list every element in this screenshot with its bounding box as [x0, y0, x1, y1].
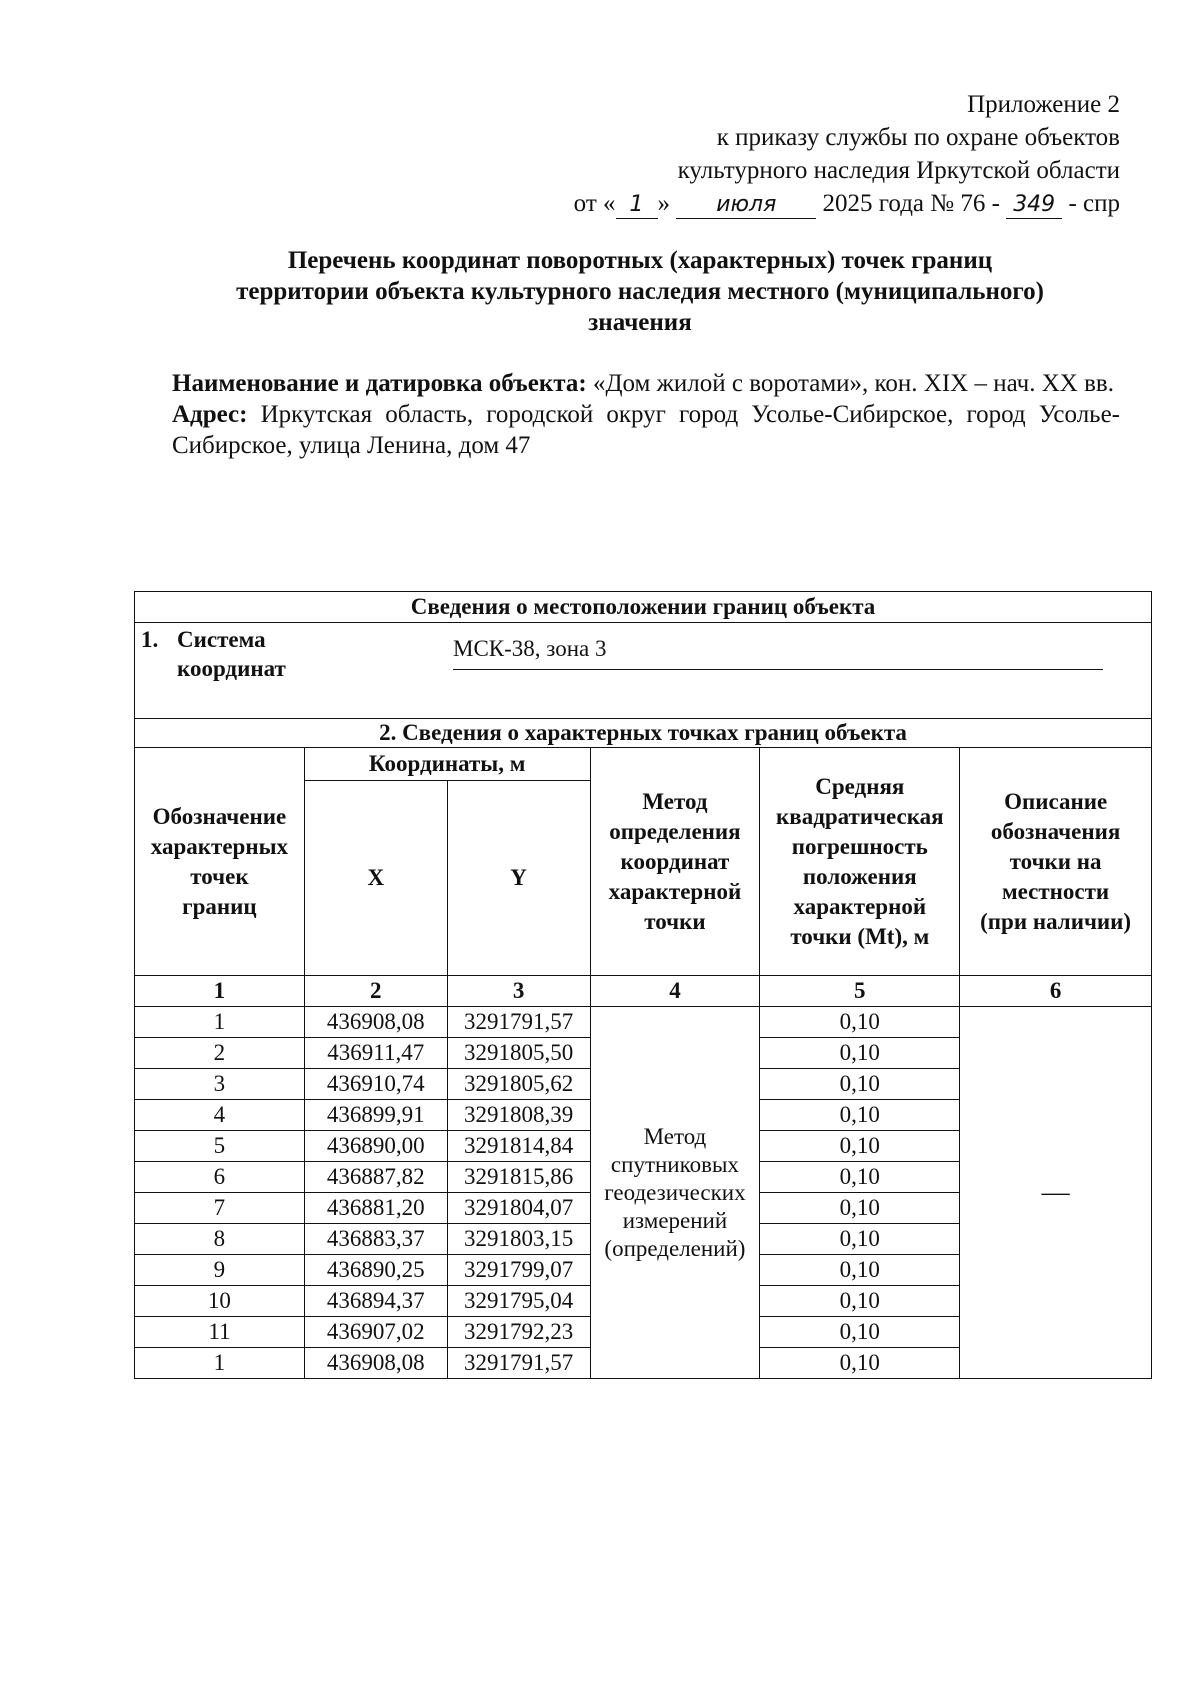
header-mean-error: Средняя квадратическая погрешность положения характерной точки (Mt), м — [760, 748, 960, 976]
coordinate-rows — [135, 1007, 1152, 1379]
mean-error-cell: 0,10 — [760, 1007, 960, 1038]
y-coordinate-cell: 3291808,39 — [447, 1100, 590, 1131]
document-title — [160, 245, 1120, 338]
y-coordinate-cell: 3291805,62 — [447, 1069, 590, 1100]
boundary-table — [134, 591, 1152, 1379]
object-info — [172, 368, 1120, 461]
point-number-cell: 9 — [135, 1255, 305, 1286]
mean-error-cell: 0,10 — [760, 1317, 960, 1348]
mean-error-cell: 0,10 — [760, 1131, 960, 1162]
mean-error-cell: 0,10 — [760, 1224, 960, 1255]
appendix-line-2: к приказу службы по охране объектов — [716, 124, 1120, 151]
mean-error-cell: 0,10 — [760, 1286, 960, 1317]
x-coordinate-cell: 436890,00 — [304, 1131, 447, 1162]
point-number-cell: 1 — [135, 1348, 305, 1379]
y-coordinate-cell: 3291795,04 — [447, 1286, 590, 1317]
mean-error-cell: 0,10 — [760, 1193, 960, 1224]
order-date-line — [500, 187, 1120, 220]
y-coordinate-cell: 3291799,07 — [447, 1255, 590, 1286]
point-number-cell: 10 — [135, 1286, 305, 1317]
y-coordinate-cell: 3291792,23 — [447, 1317, 590, 1348]
mean-error-cell: 0,10 — [760, 1069, 960, 1100]
appendix-number: Приложение 2 — [967, 91, 1120, 118]
order-suffix: - спр — [1068, 190, 1120, 217]
mean-error-cell: 0,10 — [760, 1038, 960, 1069]
description-cell: — — [960, 1007, 1152, 1379]
mean-error-cell: 0,10 — [760, 1162, 960, 1193]
date-prefix: от « — [573, 190, 616, 217]
y-coordinate-cell: 3291815,86 — [447, 1162, 590, 1193]
point-number-cell: 6 — [135, 1162, 305, 1193]
header-description: Описание обозначения точки на местности (при наличии) — [960, 748, 1152, 976]
method-cell: Метод спутниковых геодезических измерений (определений) — [590, 1007, 760, 1379]
mean-error-cell: 0,10 — [760, 1255, 960, 1286]
x-coordinate-cell: 436911,47 — [304, 1038, 447, 1069]
y-coordinate-cell: 3291791,57 — [447, 1348, 590, 1379]
y-coordinate-cell: 3291805,50 — [447, 1038, 590, 1069]
x-coordinate-cell: 436890,25 — [304, 1255, 447, 1286]
column-number: 5 — [760, 976, 960, 1007]
point-number-cell: 4 — [135, 1100, 305, 1131]
x-coordinate-cell: 436894,37 — [304, 1286, 447, 1317]
title-line-2: территории объекта культурного наследия местного (муниципального) — [236, 278, 1044, 305]
object-name-value: «Дом жилой с воротами», кон. XIX – нач. XX вв. — [592, 370, 1114, 397]
title-line-3: значения — [588, 309, 692, 336]
x-coordinate-cell: 436908,08 — [304, 1348, 447, 1379]
object-address — [172, 399, 1120, 461]
coordinate-system-label — [141, 625, 286, 683]
y-coordinate-cell: 3291791,57 — [447, 1007, 590, 1038]
section-title: Сведения о местоположении границ объекта — [135, 592, 1152, 623]
object-name-label: Наименование и датировка объекта: — [172, 370, 587, 397]
coordinate-system-label-1: Система — [177, 627, 266, 652]
x-coordinate-cell: 436887,82 — [304, 1162, 447, 1193]
point-number-cell: 11 — [135, 1317, 305, 1348]
coordinate-system-label-2: координат — [177, 656, 286, 681]
header-coordinates: Координаты, м — [304, 748, 590, 781]
column-number: 6 — [960, 976, 1152, 1007]
x-coordinate-cell: 436910,74 — [304, 1069, 447, 1100]
header-x: X — [304, 781, 447, 976]
mean-error-cell: 0,10 — [760, 1100, 960, 1131]
point-number-cell: 2 — [135, 1038, 305, 1069]
x-coordinate-cell: 436881,20 — [304, 1193, 447, 1224]
object-address-value: Иркутская область, городской округ город Усолье-Сибирское, город Усолье-Сибирское, улица Ленина, дом 47 — [172, 401, 1121, 459]
x-coordinate-cell: 436899,91 — [304, 1100, 447, 1131]
appendix-header — [500, 88, 1120, 220]
y-coordinate-cell: 3291814,84 — [447, 1131, 590, 1162]
coordinate-system-number: 1. — [141, 627, 159, 652]
x-coordinate-cell: 436907,02 — [304, 1317, 447, 1348]
order-month: июля — [676, 192, 816, 219]
column-number: 2 — [304, 976, 447, 1007]
coordinate-system-row — [135, 623, 1152, 719]
section-2-title: 2. Сведения о характерных точках границ объекта — [135, 719, 1152, 748]
point-number-cell: 3 — [135, 1069, 305, 1100]
table-row — [135, 1007, 1152, 1038]
y-coordinate-cell: 3291803,15 — [447, 1224, 590, 1255]
x-coordinate-cell: 436908,08 — [304, 1007, 447, 1038]
point-number-cell: 8 — [135, 1224, 305, 1255]
title-line-1: Перечень координат поворотных (характерных) точек границ — [287, 247, 993, 274]
header-point-designation: Обозначение характерных точек границ — [135, 748, 305, 976]
header-method: Метод определения координат характерной точки — [590, 748, 760, 976]
appendix-line-3: культурного наследия Иркутской области — [677, 157, 1120, 184]
point-number-cell: 5 — [135, 1131, 305, 1162]
point-number-cell: 7 — [135, 1193, 305, 1224]
object-address-label: Адрес: — [172, 401, 248, 428]
column-number: 3 — [447, 976, 590, 1007]
order-number: 349 — [1006, 192, 1062, 219]
y-coordinate-cell: 3291804,07 — [447, 1193, 590, 1224]
column-number: 1 — [135, 976, 305, 1007]
x-coordinate-cell: 436883,37 — [304, 1224, 447, 1255]
order-year-text: 2025 года № 76 - — [822, 190, 1000, 217]
object-name — [172, 368, 1120, 399]
date-quote-close: » — [657, 190, 671, 217]
header-y: Y — [447, 781, 590, 976]
coordinate-system-value: МСК-38, зона 3 — [453, 629, 1103, 670]
mean-error-cell: 0,10 — [760, 1348, 960, 1379]
column-numbers-row — [135, 976, 1152, 1007]
point-number-cell: 1 — [135, 1007, 305, 1038]
order-day: 1 — [616, 192, 658, 219]
column-number: 4 — [590, 976, 760, 1007]
